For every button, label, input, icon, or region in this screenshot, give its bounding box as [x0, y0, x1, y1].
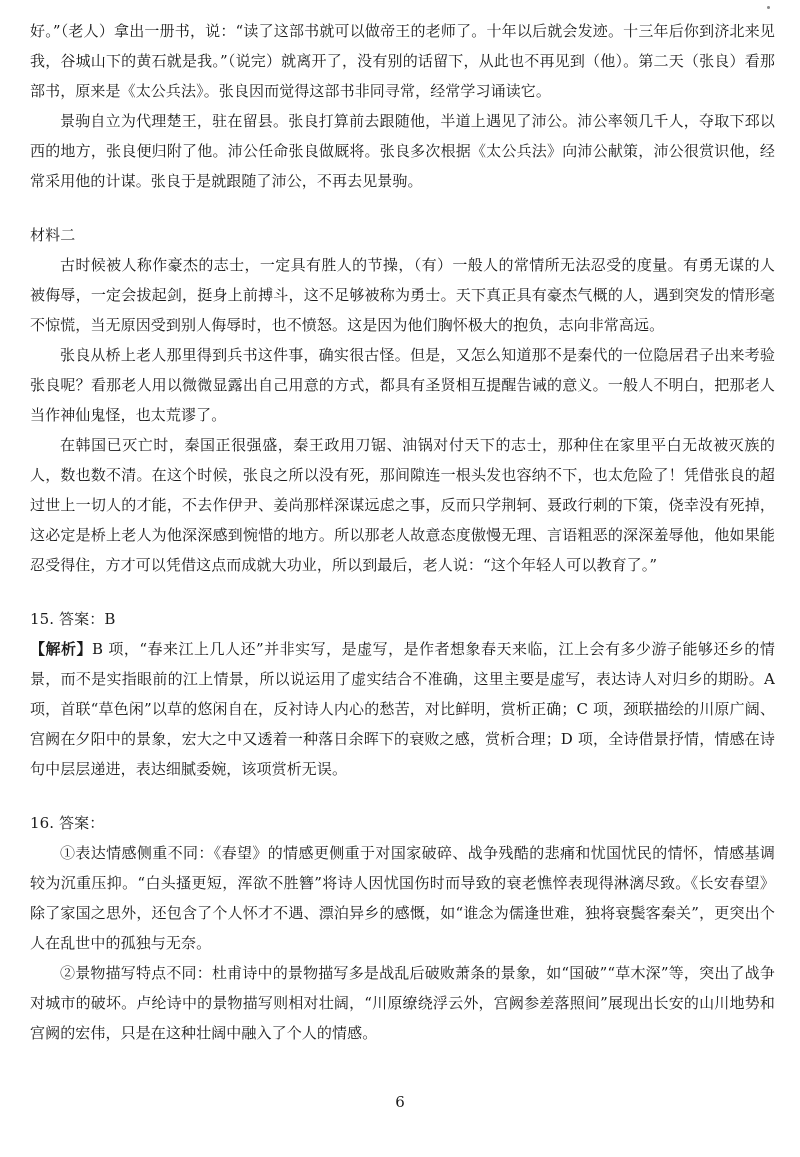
page-number: 6 [395, 1093, 405, 1111]
corner-mark [767, 6, 770, 9]
q15-analysis [30, 634, 775, 784]
material1-paragraph: 景驹自立为代理楚王，驻在留县。张良打算前去跟随他，半道上遇见了沛公。沛公率领几千人，夺取下邳以西的地方，张良便归附了他。沛公任命张良做厩将。张良多次根据《太公兵法》向沛公献策，沛公很赏识他，经常采用他的计谋。张良于是就跟随了沛公，不再去见景驹。 [30, 112, 775, 190]
material2-paragraph: 在韩国已灭亡时，秦国正很强盛，秦王政用刀锯、油锅对付天下的志士，那种住在家里平白无故被灭族的人，数也数不清。在这个时候，张良之所以没有死，那间隙连一根头发也容纳不下，也太危险了！凭借张良的超过世上一切人的才能，不去作伊尹、姜尚那样深谋远虑之事，反而只学荆轲、聂政行刺的下策，侥幸没有死掉，这必定是桥上老人为他深深感到惋惜的地方。所以那老人故意态度傲慢无理、言语粗恶的深深羞辱他，他如果能忍受得住，方才可以凭借这点而成就大功业，所以到最后，老人说：“这个年轻人可以教育了。” [30, 436, 775, 574]
q16-answer: 16. 答案： [30, 814, 105, 832]
document-body [30, 16, 775, 1048]
material2-heading: 材料二 [30, 226, 76, 244]
analysis-label: 【解析】 [30, 640, 92, 658]
material1-paragraph: 好。”（老人）拿出一册书，说：“读了这部书就可以做帝王的老师了。十年以后就会发迹。十三年后你到济北来见我，谷城山下的黄石就是我。”（说完）就离开了，没有别的话留下，从此也不再见到（他）。第二天（张良）看那部书，原来是《太公兵法》。张良因而觉得这部书非同寻常，经常学习诵读它。 [30, 22, 775, 100]
material2-paragraph: 张良从桥上老人那里得到兵书这件事，确实很古怪。但是，又怎么知道那不是秦代的一位隐居君子出来考验张良呢？看那老人用以微微显露出自己用意的方式，都具有圣贤相互提醒告诫的意义。一般人不明白，把那老人当作神仙鬼怪，也太荒谬了。 [30, 346, 775, 424]
material2-paragraph: 古时候被人称作豪杰的志士，一定具有胜人的节操，（有）一般人的常情所无法忍受的度量。有勇无谋的人被侮辱，一定会拔起剑，挺身上前搏斗，这不足够被称为勇士。天下真正具有豪杰气概的人，遇到突发的情形毫不惊慌，当无原因受到别人侮辱时，也不愤怒。这是因为他们胸怀极大的抱负，志向非常高远。 [30, 256, 775, 334]
q15-answer: 15. 答案：B [30, 610, 116, 628]
q16-point: ①表达情感侧重不同：《春望》的情感更侧重于对国家破碎、战争残酷的悲痛和忧国忧民的情怀，情感基调较为沉重压抑。“白头搔更短，浑欲不胜簪”将诗人因忧国伤时而导致的衰老憔悴表现得淋漓尽致。《长安春望》除了家国之思外，还包含了个人怀才不遇、漂泊异乡的感慨，如“谁念为儒逢世难，独将衰鬓客秦关”，更突出个人在乱世中的孤独与无奈。 [30, 844, 775, 952]
q15-analysis-text: B 项，“春来江上几人还”并非实写，是虚写，是作者想象春天来临，江上会有多少游子能够还乡的情景，而不是实指眼前的江上情景，所以说运用了虚实结合不准确，这里主要是虚写，表达诗人对归乡的期盼。A 项，首联“草色闲”以草的悠闲自在，反衬诗人内心的愁苦，对比鲜明，赏析正确；C 项，颈联描绘的川原广阔、宫阙在夕阳中的景象，宏大之中又透着一种落日余晖下的衰败之感，赏析合理；D 项，全诗借景抒情，情感在诗句中层层递进，表达细腻委婉，该项赏析无误。 [30, 640, 776, 778]
q16-point: ②景物描写特点不同：杜甫诗中的景物描写多是战乱后破败萧条的景象，如“国破”“草木深”等，突出了战争对城市的破坏。卢纶诗中的景物描写则相对壮阔，“川原缭绕浮云外，宫阙参差落照间”展现出长安的山川地势和宫阙的宏伟，只是在这种壮阔中融入了个人的情感。 [30, 964, 776, 1042]
